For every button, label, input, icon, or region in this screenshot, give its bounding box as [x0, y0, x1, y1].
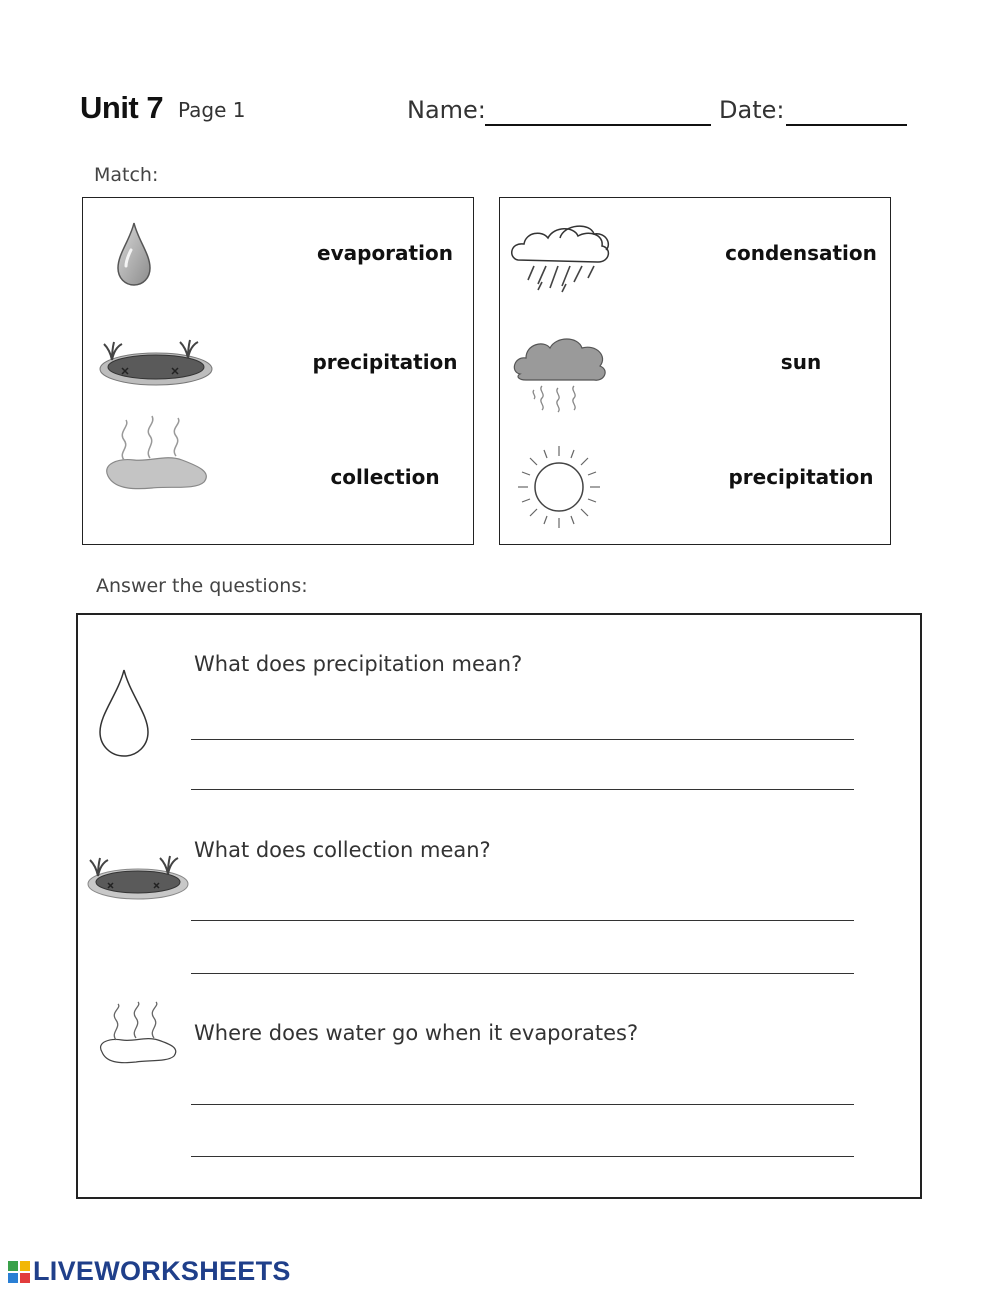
condensation-cloud-icon	[512, 334, 608, 414]
question-text: What does precipitation mean?	[194, 652, 523, 676]
answer-line[interactable]	[191, 1104, 854, 1105]
questions-box	[76, 613, 922, 1199]
liveworksheets-logo-icon	[8, 1261, 30, 1283]
rain-cloud-icon	[508, 220, 612, 296]
water-drop-outline-icon	[96, 666, 152, 760]
answer-line[interactable]	[191, 789, 854, 790]
unit-title: Unit 7	[80, 90, 164, 125]
match-word[interactable]: sun	[780, 350, 822, 374]
answer-line[interactable]	[191, 920, 854, 921]
name-label: Name:	[407, 96, 486, 124]
date-label: Date:	[719, 96, 785, 124]
pond-icon	[98, 334, 214, 390]
match-word[interactable]: precipitation	[728, 465, 874, 489]
page-label: Page 1	[178, 98, 246, 122]
answer-line[interactable]	[191, 973, 854, 974]
match-word[interactable]: evaporation	[317, 241, 453, 265]
pond-icon	[86, 852, 192, 904]
question-text: What does collection mean?	[194, 838, 491, 862]
answer-line[interactable]	[191, 739, 854, 740]
brand-logo[interactable]	[8, 1256, 291, 1287]
name-field[interactable]	[485, 124, 711, 126]
question-text: Where does water go when it evaporates?	[194, 1021, 639, 1045]
match-word[interactable]: collection	[330, 465, 440, 489]
evaporating-puddle-outline-icon	[96, 1004, 180, 1066]
match-label: Match:	[94, 164, 159, 186]
sun-icon	[516, 444, 602, 530]
water-drop-icon	[112, 220, 156, 288]
match-word[interactable]: precipitation	[312, 350, 458, 374]
evaporating-puddle-icon	[100, 416, 210, 494]
questions-label: Answer the questions:	[96, 575, 308, 597]
answer-line[interactable]	[191, 1156, 854, 1157]
brand-name: LIVEWORKSHEETS	[33, 1256, 291, 1286]
match-word[interactable]: condensation	[725, 241, 877, 265]
date-field[interactable]	[786, 124, 907, 126]
